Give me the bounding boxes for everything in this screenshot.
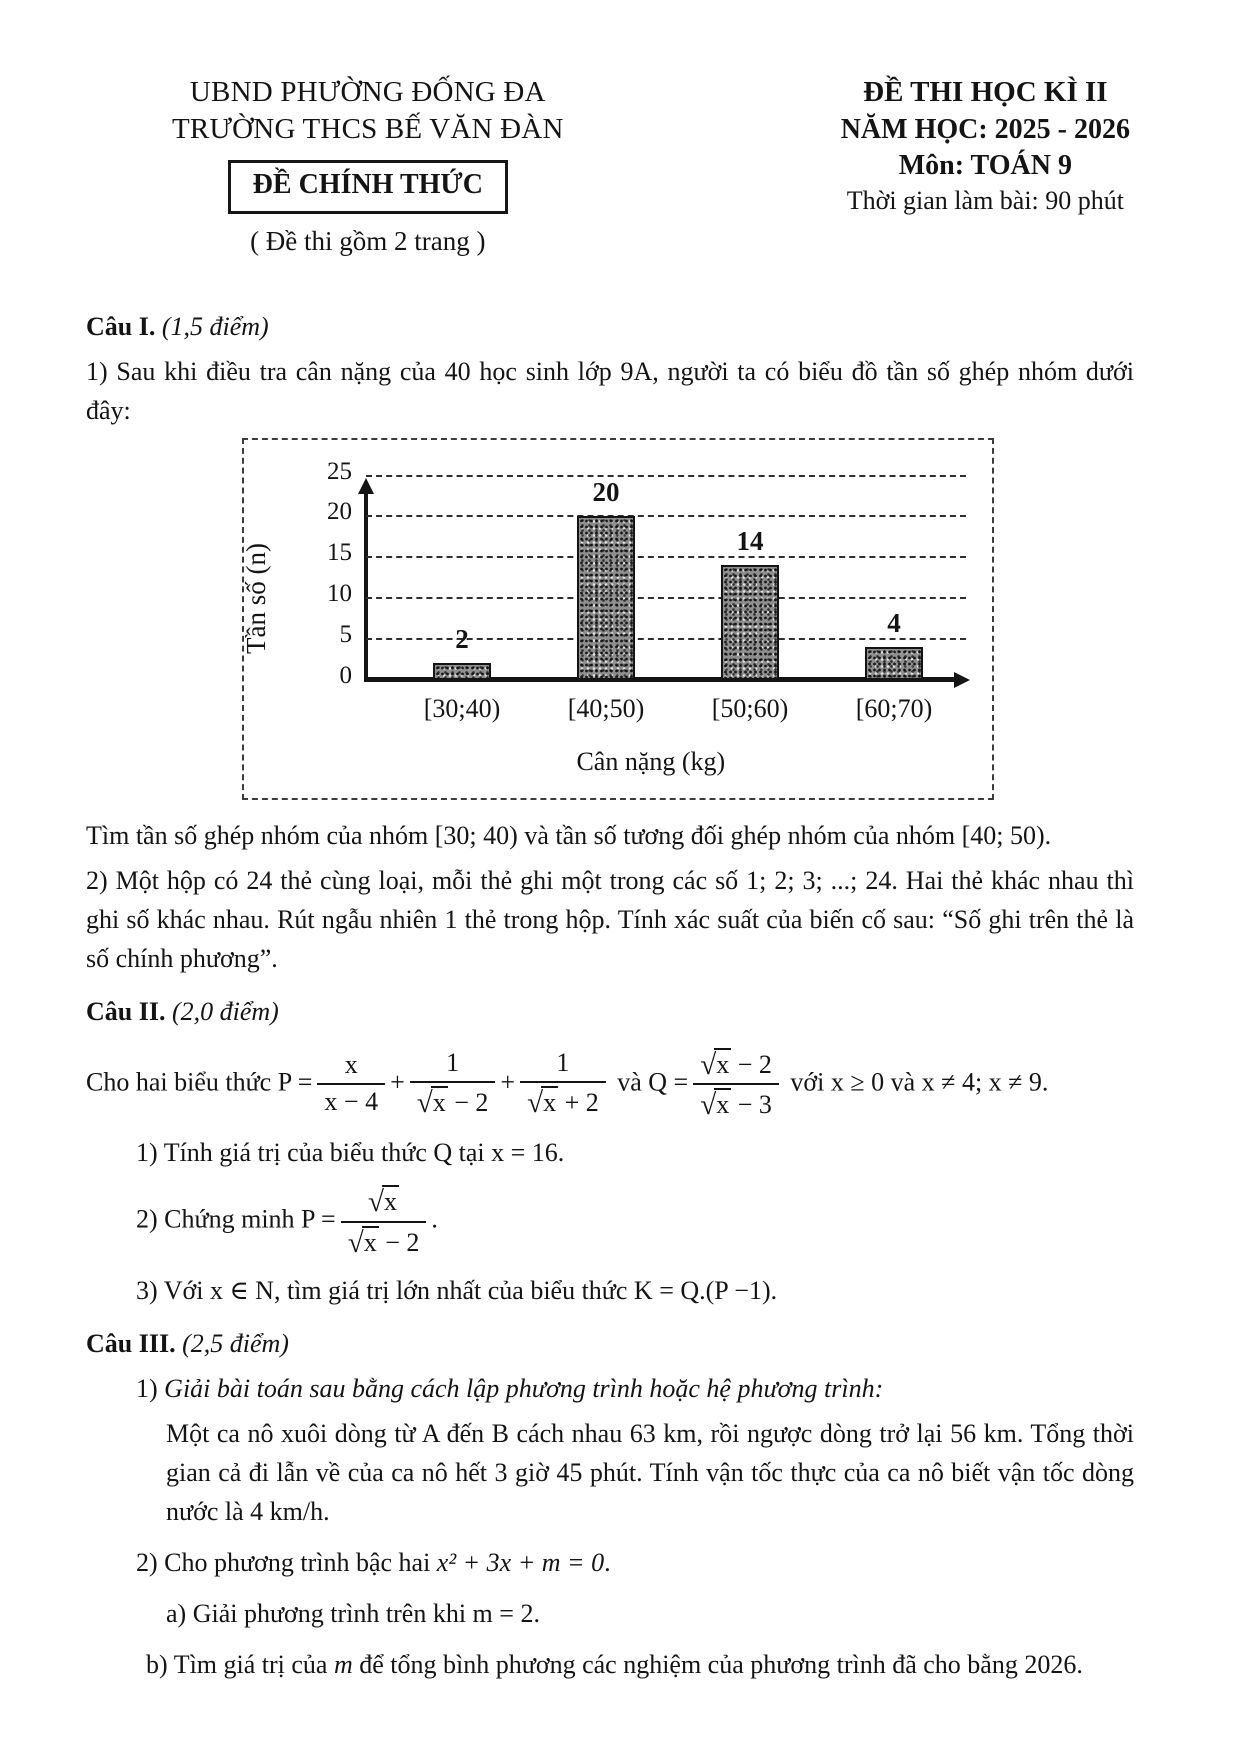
radical-sign-icon: √ bbox=[700, 1088, 717, 1121]
sqrt-radical: √x bbox=[700, 1048, 730, 1081]
sqrt-radical: √x bbox=[416, 1087, 446, 1120]
cau-3-item-1-body: Một ca nô xuôi dòng từ A đến B cách nhau 63 km, rồi ngược dòng trở lại 56 km. Tổng thời gian cả đi lẫn về của ca nô hết 3 giờ 45 phút. Tính vận tốc thực của ca nô biết vận tốc dòng nước là 4 km/h. bbox=[166, 1419, 1134, 1527]
chart-gridline bbox=[366, 515, 966, 517]
expr-Q-lhs: Q = bbox=[648, 1066, 689, 1096]
chart-y-tick-label: 20 bbox=[327, 498, 352, 526]
chart-y-axis-label: Tần số (n) bbox=[241, 542, 271, 654]
radical-sign-icon: √ bbox=[368, 1186, 385, 1219]
cau-3-label: Câu III. bbox=[86, 1329, 176, 1359]
plus-sign: + bbox=[500, 1066, 516, 1096]
cau-2-points: (2,0 điểm) bbox=[171, 996, 279, 1026]
cau-1-item-2: 2) Một hộp có 24 thẻ cùng loại, mỗi thẻ ghi một trong các số 1; 2; 3; ...; 24. Hai thẻ khác nhau thì ghi số khác nhau. Rút ngẫu nhiên 1 thẻ trong hộp. Tính xác suất của biến cố sau: “Số ghi trên thẻ là số chính phương”. bbox=[86, 865, 1134, 973]
chart-y-tick-label: 15 bbox=[327, 539, 352, 567]
cau-2-item-3: 3) Với x ∈ N, tìm giá trị lớn nhất của biểu thức K = Q.(P −1). bbox=[136, 1276, 778, 1306]
chart-bar bbox=[433, 663, 491, 679]
frequency-histogram bbox=[242, 438, 994, 800]
section-cau-3 bbox=[86, 1324, 1134, 1684]
radical-sign-icon: √ bbox=[416, 1087, 433, 1120]
chart-y-tick-label: 25 bbox=[327, 457, 352, 485]
header-left bbox=[172, 74, 564, 259]
exam-title: ĐỀ THI HỌC KÌ II bbox=[863, 76, 1108, 108]
chart-bar bbox=[577, 516, 635, 679]
expr-P-lhs: P = bbox=[277, 1066, 313, 1096]
radical-sign-icon: √ bbox=[527, 1087, 544, 1120]
expr-P-frac-2: $\frac{1}{√x - 2}$ bbox=[410, 1048, 496, 1119]
sqrt-radical: √x bbox=[527, 1087, 557, 1120]
school-name: TRƯỜNG THCS BẾ VĂN ĐÀN bbox=[172, 113, 564, 146]
variable-m: m bbox=[333, 1650, 353, 1680]
chart-y-axis-line bbox=[364, 492, 368, 680]
chart-bar-value: 4 bbox=[887, 607, 901, 638]
sqrt-radical: √x bbox=[368, 1186, 398, 1219]
cau-2-heading bbox=[86, 992, 1134, 1031]
cau-1-item-1: 1) Sau khi điều tra cân nặng của 40 học sinh lớp 9A, người ta có biểu đồ tần số ghép nhóm dưới đây: bbox=[86, 356, 1134, 425]
official-exam-stamp: ĐỀ CHÍNH THỨC bbox=[228, 160, 508, 214]
domain-condition: với x ≥ 0 và x ≠ 4; x ≠ 9. bbox=[790, 1066, 1049, 1096]
cau-3-item-2b: b) Tìm giá trị của m để tổng bình phương các nghiệm của phương trình đã cho bằng 2026. bbox=[146, 1650, 1083, 1680]
cau-2-label: Câu II. bbox=[86, 996, 166, 1026]
cau-2-intro: Cho hai biểu thức bbox=[86, 1066, 272, 1096]
chart-y-tick-label: 10 bbox=[327, 580, 352, 607]
chart-x-tick-label: [50;60) bbox=[711, 693, 789, 723]
chart-y-axis-arrow-icon bbox=[358, 478, 374, 494]
quadratic-equation: x² + 3x + m = 0 bbox=[436, 1548, 605, 1578]
cau-3-points: (2,5 điểm) bbox=[182, 1329, 289, 1359]
chart-bar-value: 14 bbox=[736, 526, 764, 557]
chart-bar-value: 2 bbox=[455, 624, 469, 655]
cau-2-item-2: 2) Chứng minh P = $\frac{√x}{√x - 2}$ . bbox=[136, 1186, 438, 1259]
section-cau-2 bbox=[86, 992, 1134, 1310]
and-word: và bbox=[617, 1066, 642, 1096]
expr-P-simplified-frac: $\frac{√x}{√x - 2}$ bbox=[341, 1184, 427, 1259]
radical-sign-icon: √ bbox=[700, 1048, 717, 1081]
word-problem-instruction: Giải bài toán sau bằng cách lập phương trình hoặc hệ phương trình: bbox=[164, 1374, 884, 1404]
cau-1-label: Câu I. bbox=[86, 311, 156, 341]
chart-x-tick-label: [40;50) bbox=[567, 693, 645, 723]
chart-gridline bbox=[366, 597, 966, 599]
cau-3-heading bbox=[86, 1324, 1134, 1363]
header-right bbox=[841, 74, 1130, 218]
chart-x-axis-label: Cân nặng (kg) bbox=[576, 746, 726, 776]
chart-plot bbox=[327, 457, 972, 776]
radical-sign-icon: √ bbox=[347, 1226, 364, 1259]
expr-P-simplified-lhs: P = bbox=[301, 1204, 336, 1234]
chart-y-tick-label: 0 bbox=[339, 661, 352, 689]
chart-x-axis-arrow-icon bbox=[954, 672, 970, 688]
chart-gridline bbox=[366, 475, 966, 477]
cau-2-expressions bbox=[86, 1047, 1134, 1122]
section-cau-1 bbox=[86, 307, 1134, 978]
exam-header bbox=[86, 74, 1134, 259]
cau-3-item-1: 1) Giải bài toán sau bằng cách lập phương trình hoặc hệ phương trình: bbox=[136, 1374, 884, 1404]
chart-bar-value: 20 bbox=[592, 477, 620, 508]
cau-1-question-after-chart: Tìm tần số ghép nhóm của nhóm [30; 40) và tần số tương đối ghép nhóm của nhóm [40; 50). bbox=[86, 820, 1052, 850]
chart-bar bbox=[865, 647, 923, 680]
cau-3-item-2a: a) Giải phương trình trên khi m = 2. bbox=[166, 1599, 540, 1629]
chart-x-tick-label: [30;40) bbox=[423, 693, 501, 723]
chart-x-tick-label: [60;70) bbox=[855, 693, 933, 723]
expr-Q-frac: $\frac{√x - 2}{√x - 3}$ bbox=[693, 1047, 779, 1122]
subject-name: Môn: TOÁN 9 bbox=[898, 150, 1072, 182]
cau-3-item-2: 2) Cho phương trình bậc hai x² + 3x + m = 0. bbox=[136, 1548, 611, 1578]
sqrt-radical: √x bbox=[700, 1088, 730, 1121]
plus-sign: + bbox=[390, 1066, 405, 1096]
expr-P-frac-1: $\frac{x}{x - 4}$ bbox=[317, 1050, 385, 1117]
chart-y-tick-label: 5 bbox=[339, 620, 352, 648]
cau-2-item-1: 1) Tính giá trị của biểu thức Q tại x = 16. bbox=[136, 1138, 565, 1168]
page-count-note: ( Đề thi gồm 2 trang ) bbox=[250, 226, 486, 257]
chart-bar bbox=[721, 565, 779, 679]
expr-P-frac-3: $\frac{1}{√x + 2}$ bbox=[520, 1048, 606, 1119]
cau-1-heading bbox=[86, 307, 1134, 346]
school-year: NĂM HỌC: 2025 - 2026 bbox=[840, 113, 1130, 145]
issuing-authority: UBND PHƯỜNG ĐỐNG ĐA bbox=[189, 76, 546, 108]
chart-gridline bbox=[366, 556, 966, 558]
cau-1-points: (1,5 điểm) bbox=[161, 311, 269, 341]
exam-duration: Thời gian làm bài: 90 phút bbox=[846, 186, 1125, 216]
sqrt-radical: √x bbox=[347, 1226, 377, 1259]
